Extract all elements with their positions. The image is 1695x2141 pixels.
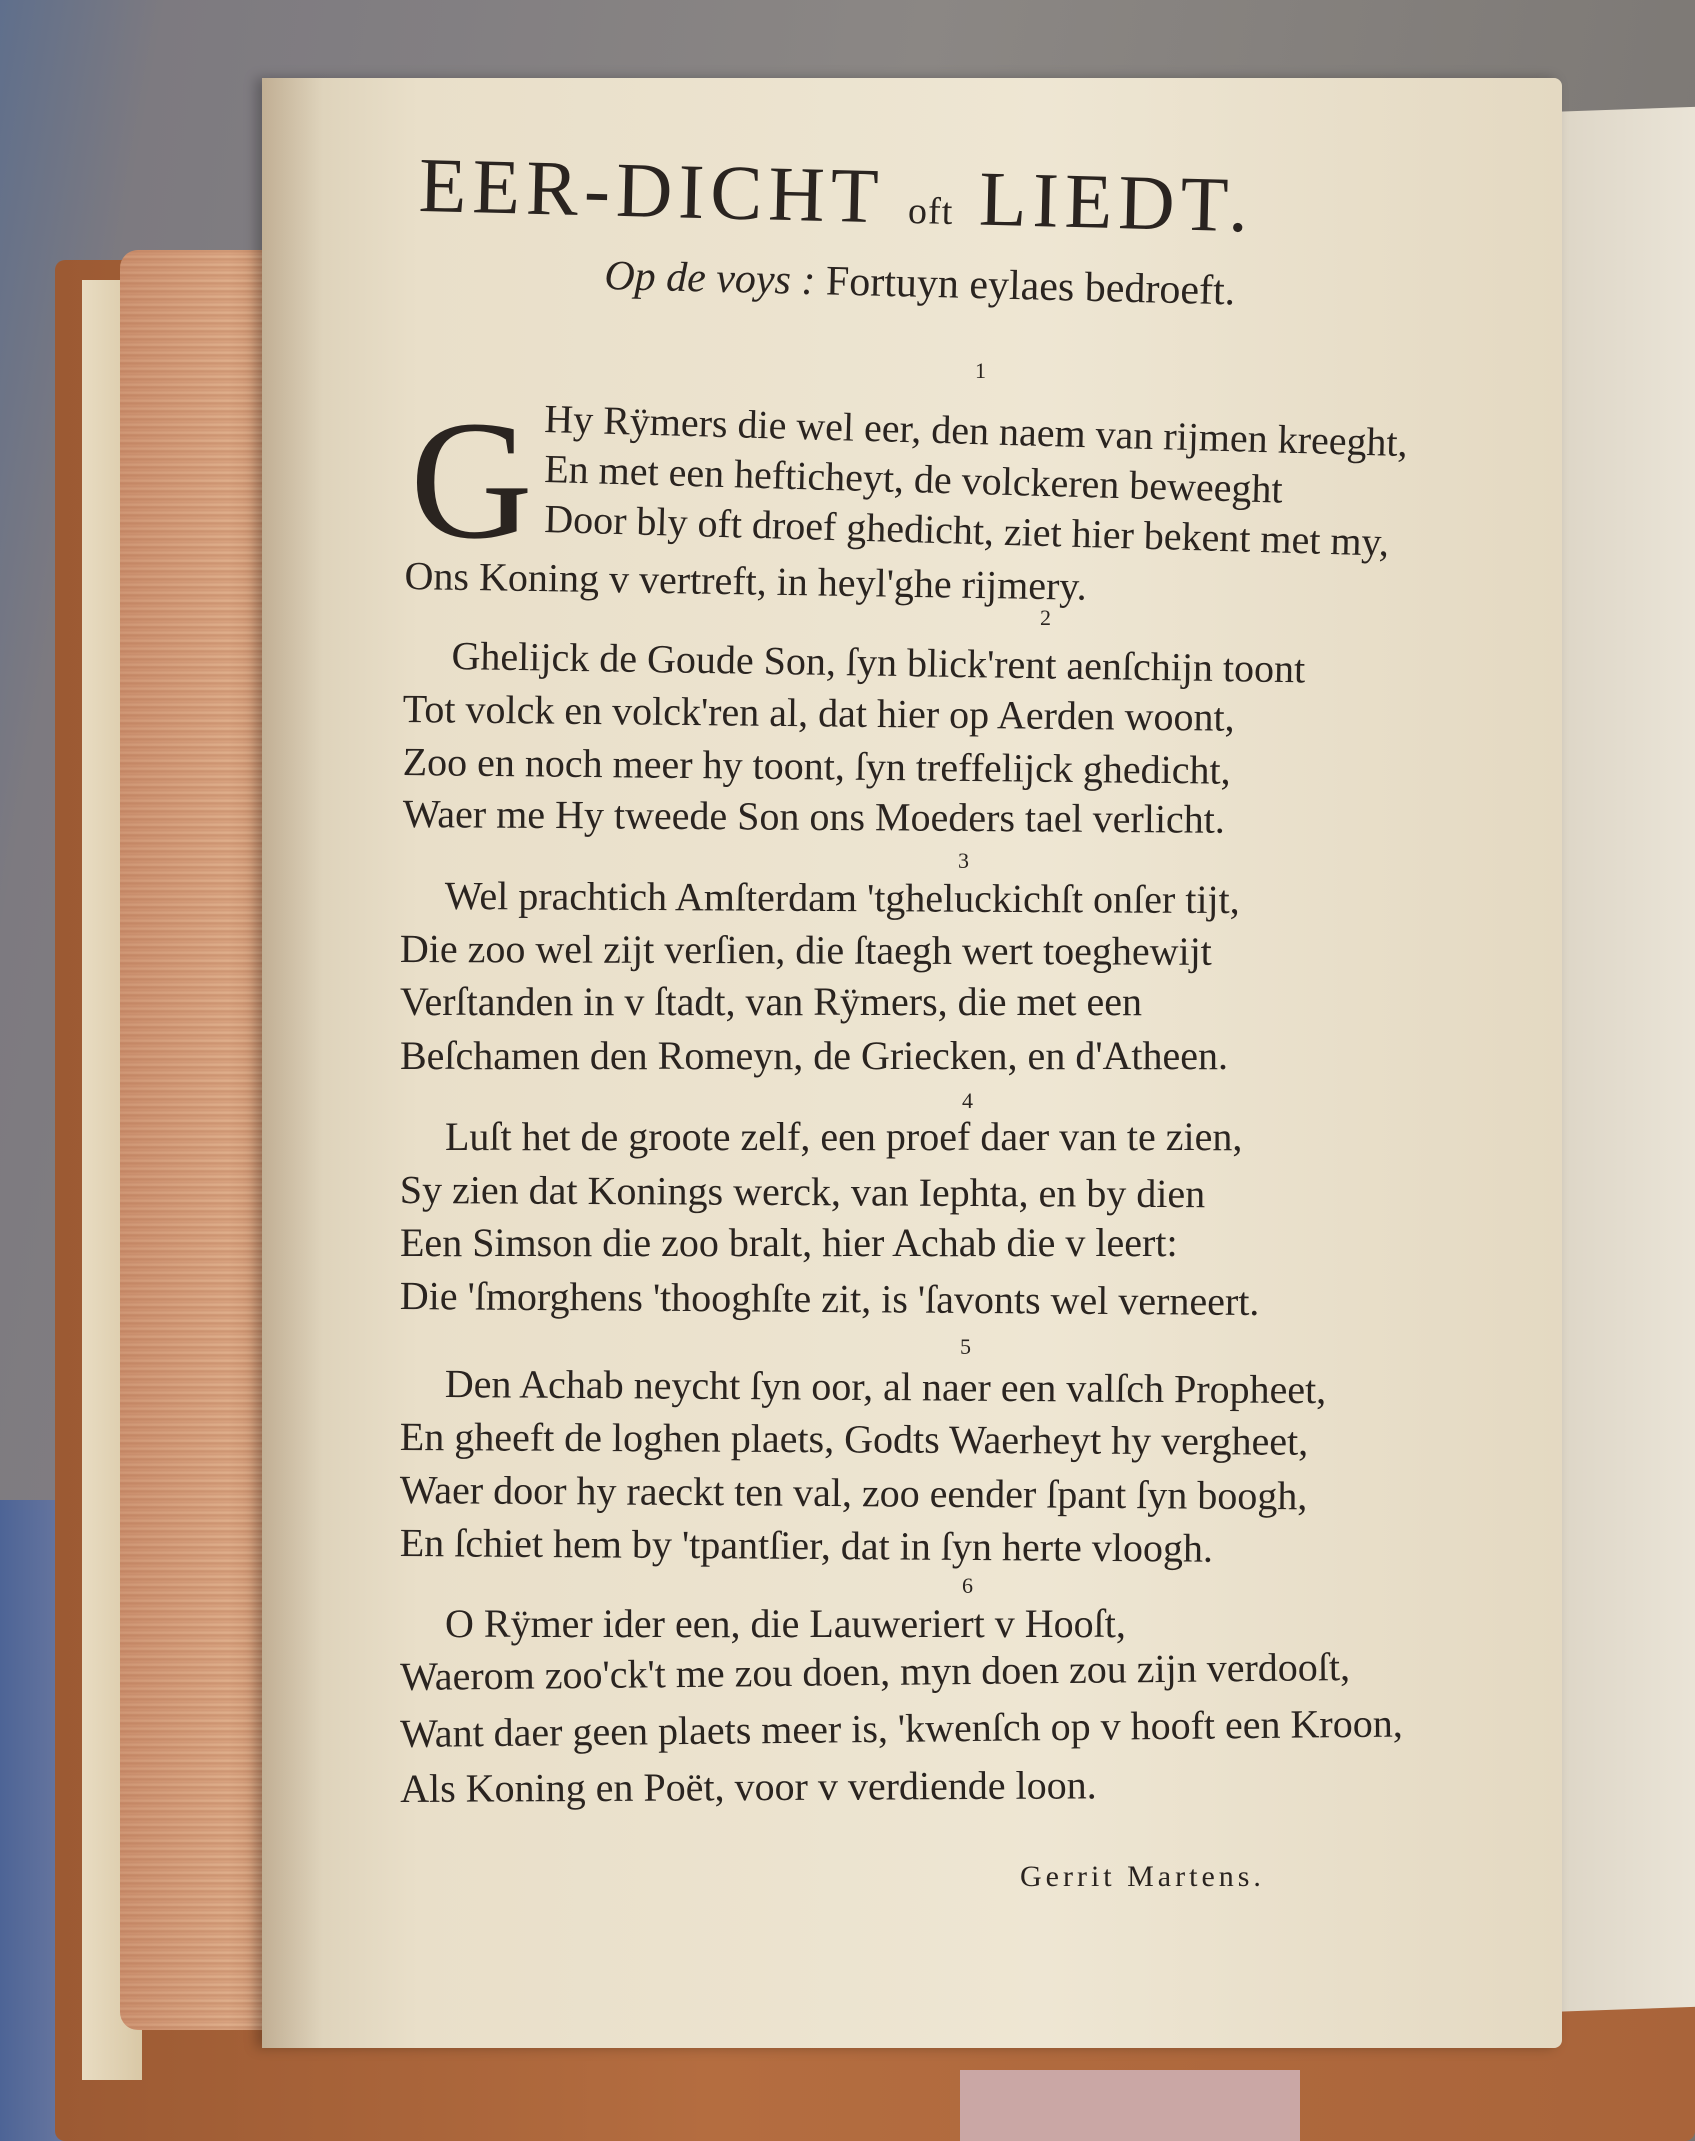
title-end: LIEDT. [978, 154, 1256, 249]
verse-line: Sy zien dat Konings werck, van Iephta, en by dien [399, 1167, 1206, 1217]
verse-line: En gheeft de loghen plaets, Godts Waerheyt hy vergheet, [399, 1414, 1309, 1464]
stanza-number: 3 [958, 848, 969, 873]
stanza-number: 4 [962, 1088, 973, 1113]
stanza-number: 5 [960, 1334, 971, 1359]
verse-line: Hy Rÿmers die wel eer, den naem van rijmen kreeght, [543, 395, 1409, 466]
subtitle-text: Fortuyn eylaes bedroeft. [825, 258, 1236, 315]
drop-cap: G [410, 386, 533, 574]
verse-line: En ſchiet hem by 'tpantſier, dat in ſyn herte vloogh. [399, 1520, 1214, 1571]
verse-line: Ghelijck de Goude Son, ſyn blick'rent aenſchijn toont [451, 632, 1306, 692]
verse-line: Wel prachtich Amſterdam 'tgheluckichſt onſer tijt, [444, 873, 1240, 923]
verse-line: Waer door hy raeckt ten val, zoo eender ſpant ſyn boogh, [399, 1467, 1308, 1519]
title-main: EER-DICHT [417, 140, 885, 240]
verse-line: Die zoo wel zijt verſien, die ſtaegh wert toeghewijt [399, 926, 1212, 974]
stanza-number: 6 [962, 1573, 973, 1598]
verse-line: O Rÿmer ider een, die Lauweriert v Hooſt, [445, 1601, 1126, 1646]
stanza-number: 1 [975, 358, 986, 383]
verse-line: Den Achab neycht ſyn oor, al naer een valſch Propheet, [444, 1361, 1327, 1413]
title-conj: oft [907, 189, 954, 234]
verse-line: Zoo en noch meer hy toont, ſyn treffelijck ghedicht, [402, 738, 1231, 793]
verse-line: Beſchamen den Romeyn, de Griecken, en d'Atheen. [400, 1033, 1229, 1078]
verse-line: Want daer geen plaets meer is, 'kwenſch op v hooft een Kroon, [400, 1700, 1403, 1756]
verse-line: Een Simson die zoo bralt, hier Achab die v leert: [400, 1220, 1178, 1265]
author-signature: Gerrit Martens. [1020, 1860, 1265, 1893]
verse-line: Ons Koning v vertreft, in heyl'ghe rijmery. [404, 552, 1088, 609]
verse-line: Waerom zoo'ck't me zou doen, myn doen zou zijn verdooſt, [400, 1644, 1351, 1699]
page-title [418, 140, 1255, 250]
stanza-number: 2 [1040, 605, 1051, 630]
verse-line: En met een hefticheyt, de volckeren beweeght [543, 445, 1284, 512]
subtitle-italic: Op de voys : [603, 252, 817, 305]
verse-line: Verſtanden in v ſtadt, van Rÿmers, die met een [400, 979, 1143, 1024]
verse-line: Waer me Hy tweede Son ons Moeders tael verlicht. [402, 791, 1226, 842]
verse-line: Als Koning en Poët, voor v verdiende loon. [400, 1762, 1097, 1811]
tune-subtitle [604, 252, 1236, 315]
verse-line: Die 'ſmorghens 'thooghſte zit, is 'ſavonts wel verneert. [399, 1273, 1260, 1324]
verse-line: Tot volck en volck'ren al, dat hier op Aerden woont, [402, 685, 1235, 740]
verse-line: Luſt het de groote zelf, een proef daer van te zien, [445, 1114, 1243, 1159]
verse-line: Door bly oft droef ghedicht, ziet hier bekent met my, [543, 495, 1390, 565]
